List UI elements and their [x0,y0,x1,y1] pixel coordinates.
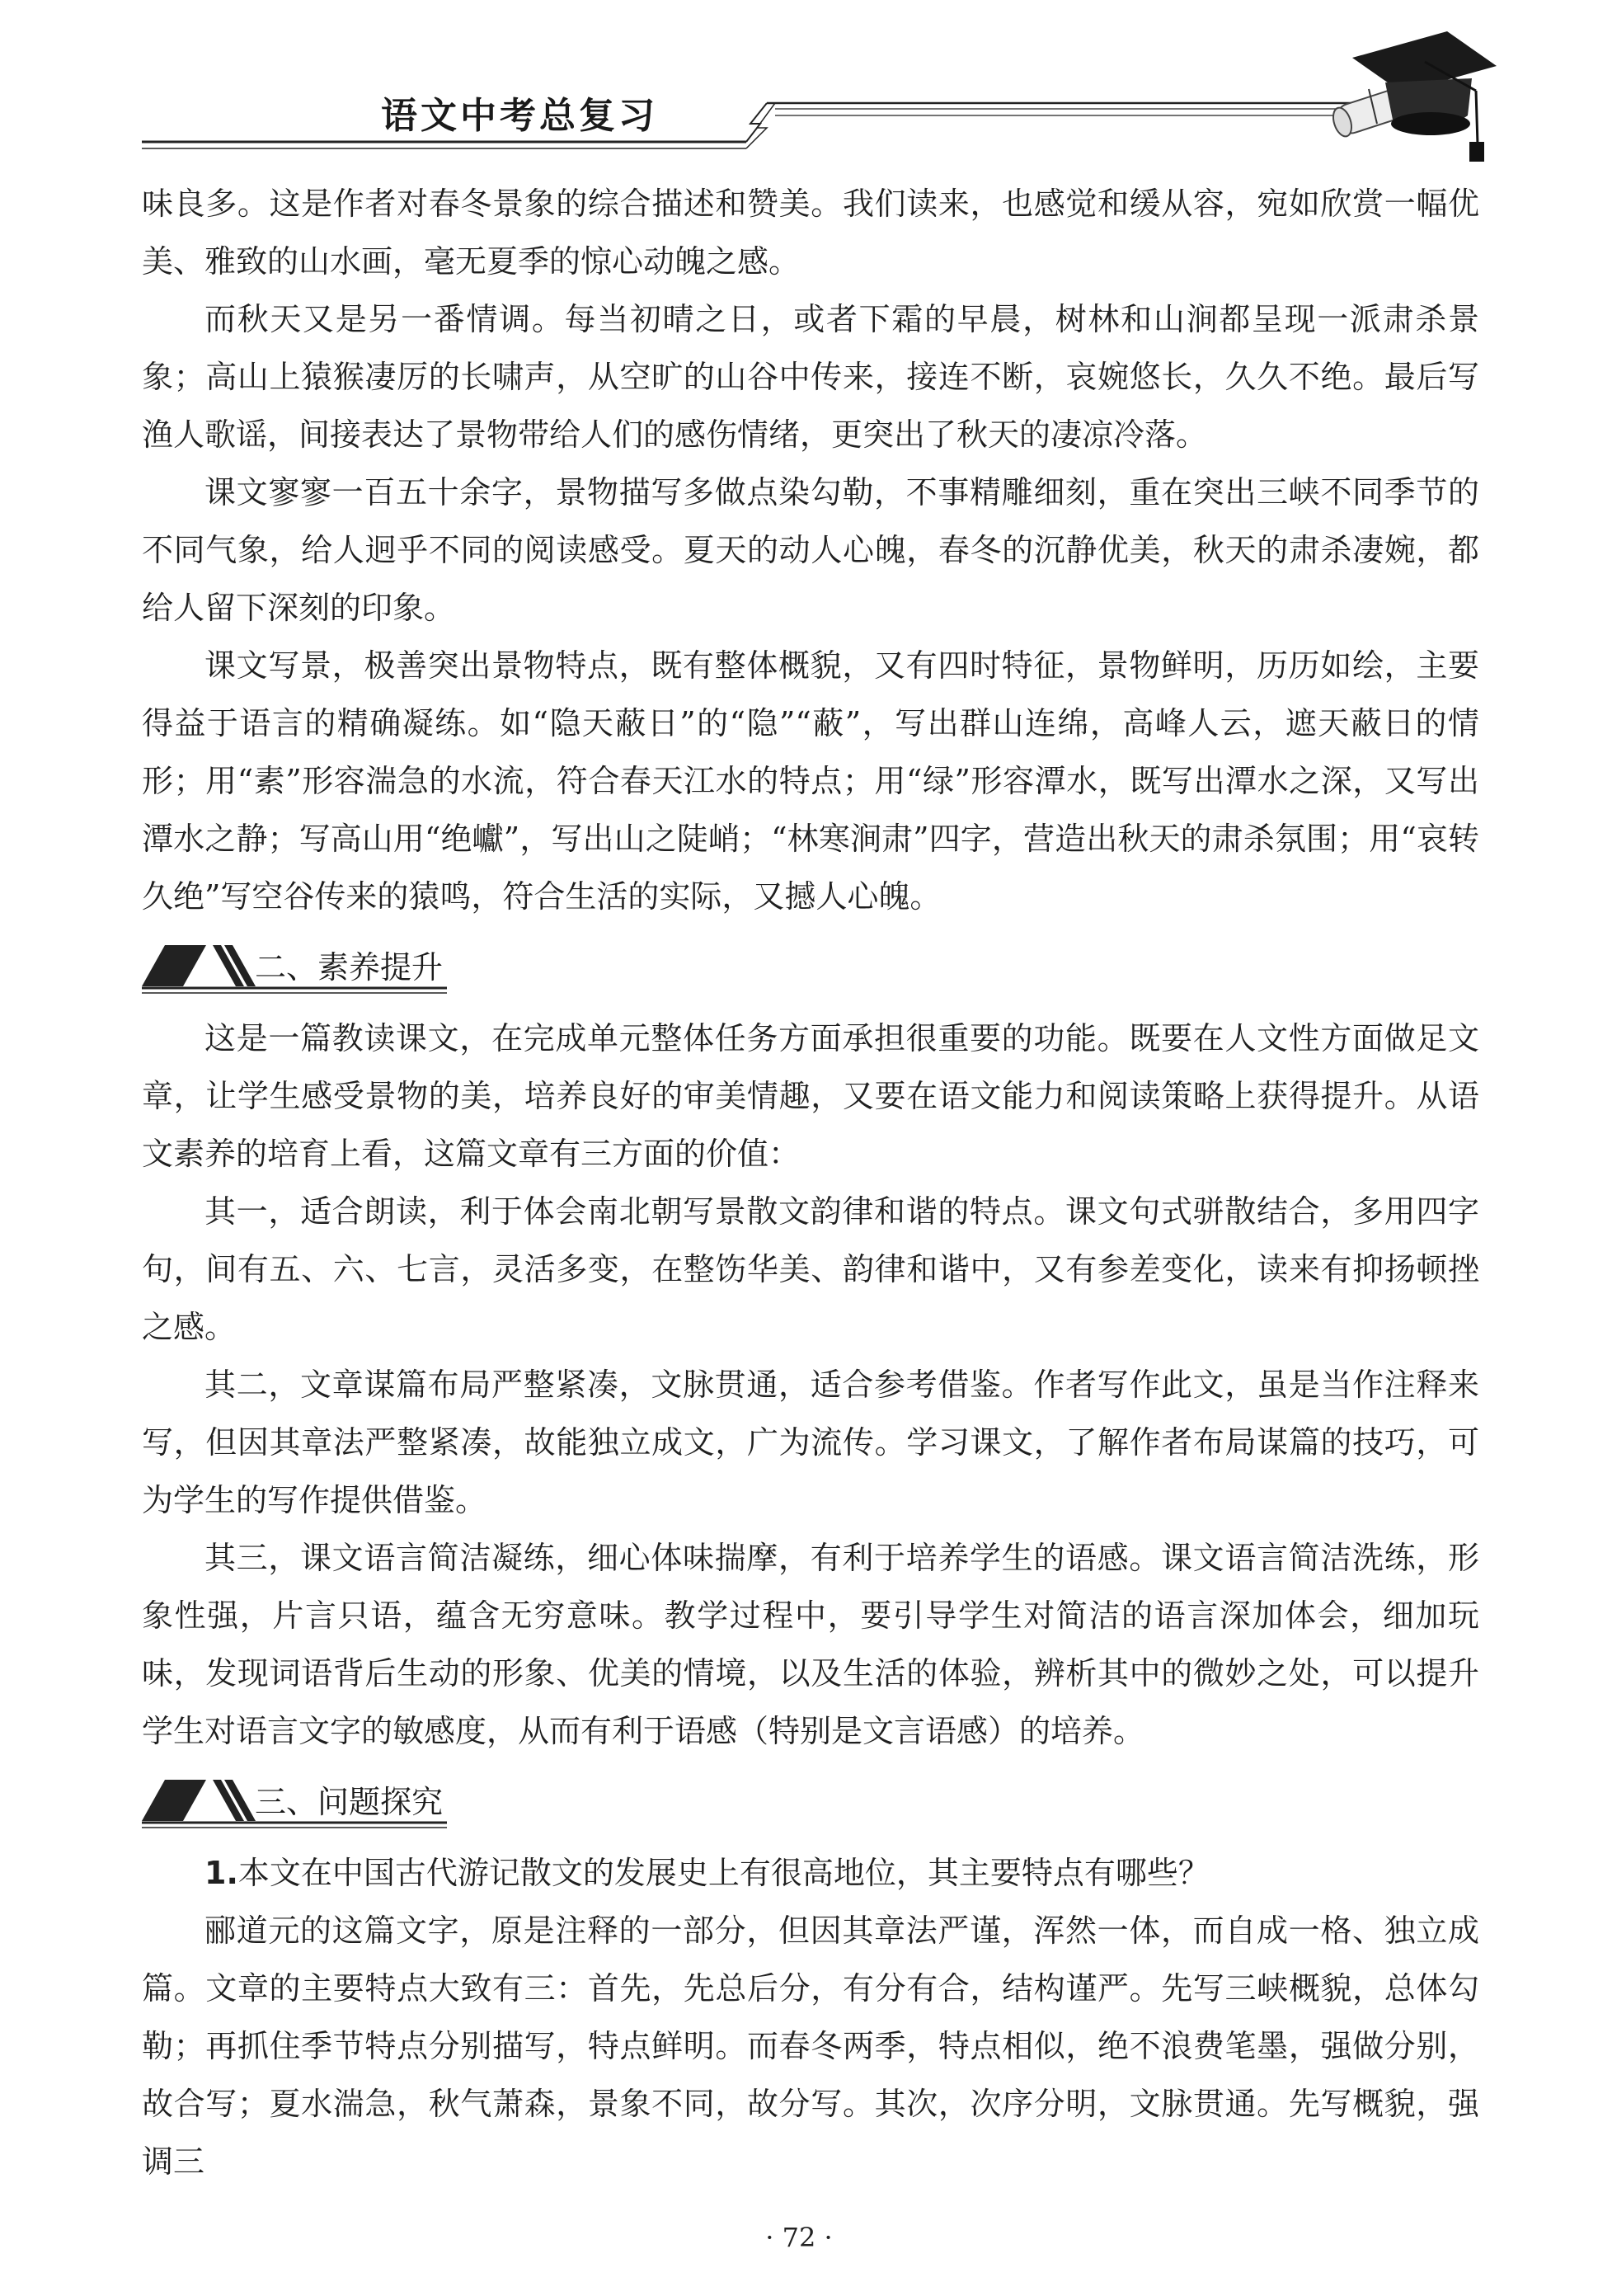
paragraph: 其二，文章谋篇布局严整紧凑，文脉贯通，适合参考借鉴。作者写作此文，虽是当作注释来写，但因其章法严整紧凑，故能独立成文，广为流传。学习课文，了解作者布局谋篇的技巧，可为学生的写作提供借鉴。 [142,1367,1479,1518]
question-number: 1. [204,1855,238,1891]
header-decoration [0,0,1598,173]
paragraph: 课文写景，极善突出景物特点，既有整体概貌，又有四时特征，景物鲜明，历历如绘，主要得益于语言的精确凝练。如“隐天蔽日”的“隐”“蔽”，写出群山连绵，高峰人云，遮天蔽日的情形；用“素”形容湍急的水流，符合春天江水的特点；用“绿”形容潭水，既写出潭水之深，又写出潭水之静；写高山用“绝巘”，写出山之陡峭；“林寒涧肃”四字，营造出秋天的肃杀氛围；用“哀转久绝”写空谷传来的猿鸣，符合生活的实际，又撼人心魄。 [142,647,1479,915]
section-heading [142,1765,1479,1836]
question [142,1844,1479,1902]
paragraph: 这是一篇教读课文，在完成单元整体任务方面承担很重要的功能。既要在人文性方面做足文章，让学生感受景物的美，培养良好的审美情趣，又要在语文能力和阅读策略上获得提升。从语文素养的培育上看，这篇文章有三方面的价值： [142,1020,1479,1172]
question-text: 本文在中国古代游记散文的发展史上有很高地位，其主要特点有哪些？ [237,1855,1210,1891]
section-title: 二、素养提升 [255,949,444,986]
main-content [142,175,1479,2190]
header-title: 语文中考总复习 [381,95,658,137]
paragraph: 其三，课文语言简洁凝练，细心体味揣摩，有利于培养学生的语感。课文语言简洁洗练，形象性强，片言只语，蕴含无穷意味。教学过程中，要引导学生对简洁的语言深加体会，细加玩味，发现词语背后生动的形象、优美的情境，以及生活的体验，辨析其中的微妙之处，可以提升学生对语言文字的敏感度，从而有利于语感（特别是文言语感）的培养。 [142,1540,1479,1749]
answer-paragraph: 郦道元的这篇文字，原是注释的一部分，但因其章法严谨，浑然一体，而自成一格、独立成篇。文章的主要特点大致有三：首先，先总后分，有分有合，结构谨严。先写三峡概貌，总体勾勒；再抓住季节特点分别描写，特点鲜明。而春冬两季，特点相似，绝不浪费笔墨，强做分别，故合写；夏水湍急，秋气萧森，景象不同，故分写。其次，次序分明，文脉贯通。先写概貌，强调三 [142,1913,1479,2180]
section-title: 三、问题探究 [255,1784,444,1820]
paragraph: 其一，适合朗读，利于体会南北朝写景散文韵律和谐的特点。课文句式骈散结合，多用四字句，间有五、六、七言，灵活多变，在整饬华美、韵律和谐中，又有参差变化，读来有抑扬顿挫之感。 [142,1193,1479,1345]
paragraph: 味良多。这是作者对春冬景象的综合描述和赞美。我们读来，也感觉和缓从容，宛如欣赏一幅优美、雅致的山水画，毫无夏季的惊心动魄之感。 [142,186,1479,280]
paragraph: 课文寥寥一百五十余字，景物描写多做点染勾勒，不事精雕细刻，重在突出三峡不同季节的不同气象，给人迥乎不同的阅读感受。夏天的动人心魄，春冬的沉静优美，秋天的肃杀凄婉，都给人留下深刻的印象。 [142,474,1479,626]
paragraph: 而秋天又是另一番情调。每当初晴之日，或者下霜的早晨，树林和山涧都呈现一派肃杀景象；高山上猿猴凄厉的长啸声，从空旷的山谷中传来，接连不断，哀婉悠长，久久不绝。最后写渔人歌谣，间接表达了景物带给人们的感伤情绪，更突出了秋天的凄凉冷落。 [142,301,1479,453]
section-heading [142,930,1479,1001]
page-number: · 72 · [765,2222,833,2253]
page-header [0,0,1598,173]
